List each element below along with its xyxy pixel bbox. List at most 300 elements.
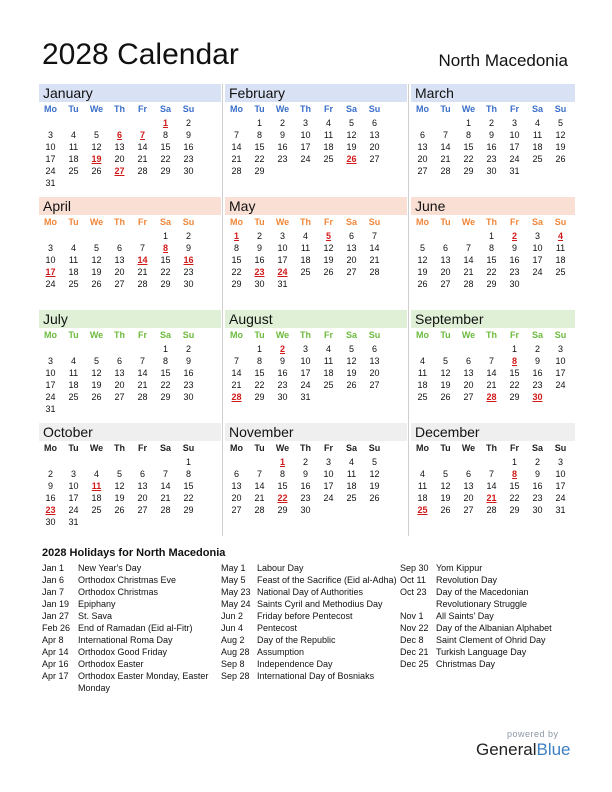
day-cell: 9 [511, 243, 517, 253]
weekday-label: We [275, 104, 290, 114]
weekday-header [225, 441, 395, 456]
day-cell: 4 [93, 469, 99, 479]
powered-by-text: powered by [507, 729, 559, 739]
empty-day-cell [131, 403, 154, 415]
weekday-label: Su [182, 443, 195, 453]
day-cell: 29 [509, 505, 520, 515]
day-cell: 4 [70, 130, 76, 140]
holiday-day-cell: 28 [486, 392, 497, 402]
day-cell: 19 [555, 142, 566, 152]
week-row [225, 343, 395, 355]
day-cell: 26 [91, 166, 102, 176]
day-cell: 31 [68, 517, 79, 527]
weekday-label: Tu [68, 217, 79, 227]
day-cell: 28 [369, 267, 380, 277]
day-cell: 8 [162, 130, 168, 140]
week-row [225, 230, 395, 242]
empty-day-cell [85, 230, 108, 242]
empty-day-cell [317, 278, 340, 290]
day-cell: 3 [279, 231, 285, 241]
day-cell: 6 [116, 243, 122, 253]
day-cell: 13 [346, 243, 357, 253]
day-cell: 3 [302, 118, 308, 128]
week-row [39, 379, 209, 391]
month-name: December [411, 423, 575, 441]
day-cell: 10 [323, 469, 334, 479]
week-row [411, 141, 581, 153]
week-row [411, 230, 581, 242]
day-cell: 25 [417, 392, 428, 402]
day-cell: 4 [348, 457, 354, 467]
day-cell: 3 [70, 469, 76, 479]
weekday-label: Su [368, 330, 381, 340]
empty-day-cell [108, 177, 131, 189]
day-cell: 22 [160, 154, 171, 164]
empty-day-cell [248, 456, 271, 468]
weekday-label: Sa [159, 217, 171, 227]
empty-day-cell [434, 456, 457, 468]
week-row [39, 165, 209, 177]
week-row [411, 242, 581, 254]
day-cell: 18 [68, 380, 79, 390]
week-row [225, 254, 395, 266]
holiday-name: Day of the Macedonian Revolutionary Struggle [436, 587, 529, 609]
day-cell: 22 [160, 380, 171, 390]
day-cell: 17 [509, 142, 520, 152]
empty-day-cell [39, 230, 62, 242]
day-cell: 31 [277, 279, 288, 289]
holiday-day-cell: 8 [511, 469, 517, 479]
day-cell: 3 [47, 243, 53, 253]
day-cell: 24 [323, 493, 334, 503]
holiday-date: Aug 2 [221, 635, 245, 645]
holiday-item [221, 622, 397, 634]
day-cell: 31 [300, 392, 311, 402]
week-row [411, 379, 581, 391]
week-row [225, 153, 395, 165]
day-cell: 22 [254, 154, 265, 164]
weekday-label: Tu [254, 443, 265, 453]
holiday-item [42, 562, 218, 574]
holiday-day-cell: 30 [532, 392, 543, 402]
day-cell: 13 [114, 368, 125, 378]
weekday-label: Sa [345, 217, 357, 227]
holiday-day-cell: 17 [45, 267, 56, 277]
day-cell: 10 [45, 368, 56, 378]
day-cell: 8 [233, 243, 239, 253]
day-cell: 23 [277, 380, 288, 390]
week-row [39, 230, 209, 242]
day-cell: 29 [160, 166, 171, 176]
holiday-item [42, 646, 218, 658]
month-april [39, 197, 209, 309]
week-row [411, 492, 581, 504]
month-january [39, 84, 209, 196]
weekday-label: Mo [44, 104, 57, 114]
day-cell: 14 [137, 368, 148, 378]
empty-day-cell [271, 165, 294, 177]
day-cell: 28 [137, 392, 148, 402]
month-name: September [411, 310, 575, 328]
holiday-date: Feb 26 [42, 623, 71, 633]
week-row [225, 117, 395, 129]
day-cell: 2 [256, 231, 262, 241]
day-cell: 25 [68, 166, 79, 176]
weekday-label: Sa [531, 330, 543, 340]
holiday-day-cell: 8 [511, 356, 517, 366]
day-cell: 26 [323, 267, 334, 277]
day-cell: 29 [254, 392, 265, 402]
month-august [225, 310, 395, 422]
day-cell: 5 [371, 457, 377, 467]
day-cell: 17 [300, 368, 311, 378]
day-cell: 4 [419, 356, 425, 366]
empty-day-cell [457, 230, 480, 242]
day-cell: 23 [183, 267, 194, 277]
holiday-date: Aug 28 [221, 647, 250, 657]
day-cell: 14 [254, 481, 265, 491]
day-cell: 11 [532, 130, 543, 140]
day-cell: 18 [91, 493, 102, 503]
day-cell: 14 [231, 368, 242, 378]
day-cell: 25 [68, 392, 79, 402]
empty-day-cell [131, 117, 154, 129]
weekday-header [411, 102, 581, 117]
holiday-date: Sep 8 [221, 659, 245, 669]
weekday-label: Th [486, 104, 497, 114]
week-row [411, 129, 581, 141]
day-cell: 4 [325, 118, 331, 128]
day-cell: 20 [231, 493, 242, 503]
weekday-label: We [461, 330, 476, 340]
day-cell: 14 [231, 142, 242, 152]
day-cell: 22 [509, 380, 520, 390]
weekday-label: Sa [531, 217, 543, 227]
week-row [411, 480, 581, 492]
day-cell: 30 [254, 279, 265, 289]
empty-day-cell [340, 504, 363, 516]
weekday-label: Tu [440, 217, 451, 227]
day-cell: 6 [233, 469, 239, 479]
holiday-item [42, 622, 218, 634]
holiday-name: Orthodox Easter Monday, Easter Monday [78, 671, 209, 693]
day-cell: 16 [254, 255, 265, 265]
month-name: August [225, 310, 407, 328]
weekday-label: Mo [416, 443, 429, 453]
week-row [39, 403, 209, 415]
holiday-date: Oct 23 [400, 587, 427, 597]
holiday-day-cell: 5 [325, 231, 331, 241]
day-cell: 13 [369, 130, 380, 140]
country-name: North Macedonia [438, 51, 568, 70]
day-cell: 27 [137, 505, 148, 515]
day-cell: 16 [532, 481, 543, 491]
day-cell: 24 [68, 505, 79, 515]
empty-day-cell [131, 177, 154, 189]
day-cell: 5 [116, 469, 122, 479]
week-row [411, 153, 581, 165]
day-cell: 21 [160, 493, 171, 503]
holiday-name: New Year's Day [78, 563, 142, 573]
day-cell: 1 [511, 344, 517, 354]
weekday-label: Tu [68, 443, 79, 453]
weekday-label: Fr [510, 217, 519, 227]
month-name: May [225, 197, 407, 215]
day-cell: 6 [465, 469, 471, 479]
day-cell: 28 [137, 279, 148, 289]
empty-day-cell [411, 456, 434, 468]
holiday-day-cell: 23 [254, 267, 265, 277]
day-cell: 5 [348, 118, 354, 128]
day-cell: 11 [68, 368, 79, 378]
holiday-name: Orthodox Christmas [78, 587, 159, 597]
day-cell: 4 [302, 231, 308, 241]
day-cell: 17 [555, 368, 566, 378]
day-cell: 10 [45, 255, 56, 265]
empty-day-cell [549, 165, 572, 177]
empty-day-cell [294, 278, 317, 290]
day-cell: 11 [68, 255, 79, 265]
day-cell: 7 [488, 469, 494, 479]
day-cell: 14 [369, 243, 380, 253]
weekday-label: We [461, 217, 476, 227]
generalblue-logo[interactable] [476, 740, 571, 760]
day-cell: 9 [256, 243, 262, 253]
holiday-date: May 23 [221, 587, 251, 597]
day-cell: 30 [300, 505, 311, 515]
day-cell: 27 [369, 154, 380, 164]
weekday-label: Th [114, 104, 125, 114]
weekday-label: Su [368, 443, 381, 453]
day-cell: 15 [254, 368, 265, 378]
empty-day-cell [294, 165, 317, 177]
month-july [39, 310, 209, 422]
column-divider [408, 84, 409, 536]
day-cell: 26 [369, 493, 380, 503]
weekday-label: Th [300, 104, 311, 114]
holiday-item [221, 658, 397, 670]
empty-day-cell [340, 278, 363, 290]
day-cell: 18 [68, 267, 79, 277]
day-cell: 8 [256, 130, 262, 140]
holiday-day-cell: 1 [233, 231, 239, 241]
day-cell: 16 [183, 368, 194, 378]
day-cell: 15 [486, 255, 497, 265]
holiday-name: International Day of Bosniaks [257, 671, 375, 681]
empty-day-cell [62, 343, 85, 355]
day-cell: 4 [70, 243, 76, 253]
empty-day-cell [340, 391, 363, 403]
day-cell: 1 [256, 118, 262, 128]
week-row [225, 165, 395, 177]
holiday-date: Jun 2 [221, 611, 244, 621]
day-cell: 26 [114, 505, 125, 515]
day-cell: 4 [325, 344, 331, 354]
weekday-header [39, 441, 209, 456]
day-cell: 9 [279, 356, 285, 366]
day-cell: 8 [488, 243, 494, 253]
holiday-item [400, 610, 576, 622]
week-row [225, 456, 395, 468]
week-row [225, 141, 395, 153]
day-cell: 11 [417, 368, 428, 378]
week-row [411, 367, 581, 379]
empty-day-cell [154, 516, 177, 528]
weekday-label: Sa [345, 104, 357, 114]
weekday-label: We [89, 217, 104, 227]
day-cell: 23 [300, 493, 311, 503]
day-cell: 21 [369, 255, 380, 265]
holiday-date: May 5 [221, 575, 246, 585]
holiday-item [42, 586, 218, 598]
empty-day-cell [154, 456, 177, 468]
day-cell: 14 [160, 481, 171, 491]
day-cell: 7 [139, 243, 145, 253]
day-cell: 21 [463, 267, 474, 277]
holiday-day-cell: 2 [511, 231, 517, 241]
holiday-list-column-3 [400, 562, 576, 670]
day-cell: 7 [442, 130, 448, 140]
weekday-label: We [461, 104, 476, 114]
day-cell: 19 [369, 481, 380, 491]
weekday-label: Su [182, 104, 195, 114]
day-cell: 17 [277, 255, 288, 265]
weekday-label: Sa [159, 330, 171, 340]
weekday-label: Tu [254, 217, 265, 227]
week-row [411, 117, 581, 129]
holiday-list-column-1 [42, 562, 218, 694]
day-cell: 9 [185, 243, 191, 253]
holiday-name: Friday before Pentecost [257, 611, 353, 621]
day-cell: 11 [555, 243, 566, 253]
day-cell: 6 [348, 231, 354, 241]
day-cell: 21 [254, 493, 265, 503]
day-cell: 10 [300, 356, 311, 366]
empty-day-cell [457, 456, 480, 468]
week-row [225, 129, 395, 141]
weekday-header [225, 102, 395, 117]
empty-day-cell [108, 403, 131, 415]
week-row [39, 177, 209, 189]
day-cell: 1 [256, 344, 262, 354]
empty-day-cell [62, 456, 85, 468]
empty-day-cell [108, 230, 131, 242]
holiday-day-cell: 8 [162, 243, 168, 253]
holiday-day-cell: 22 [277, 493, 288, 503]
empty-day-cell [39, 117, 62, 129]
day-cell: 7 [162, 469, 168, 479]
weekday-label: Fr [510, 443, 519, 453]
day-cell: 30 [183, 166, 194, 176]
day-cell: 13 [417, 142, 428, 152]
holiday-name: National Day of Authorities [257, 587, 364, 597]
weekday-label: Th [486, 330, 497, 340]
weekday-label: Fr [138, 330, 147, 340]
week-row [39, 367, 209, 379]
holiday-day-cell: 1 [162, 118, 168, 128]
empty-day-cell [411, 117, 434, 129]
empty-day-cell [62, 403, 85, 415]
day-cell: 22 [160, 267, 171, 277]
holiday-date: Apr 17 [42, 671, 69, 681]
day-cell: 11 [346, 469, 357, 479]
week-row [225, 391, 395, 403]
day-cell: 18 [323, 368, 334, 378]
holiday-name: Day of the Albanian Alphabet [436, 623, 552, 633]
day-cell: 22 [183, 493, 194, 503]
holiday-date: Jan 6 [42, 575, 65, 585]
holiday-date: Jan 1 [42, 563, 65, 573]
day-cell: 12 [114, 481, 125, 491]
day-cell: 19 [91, 380, 102, 390]
day-cell: 28 [486, 505, 497, 515]
day-cell: 25 [68, 279, 79, 289]
empty-day-cell [549, 391, 572, 403]
day-cell: 29 [463, 166, 474, 176]
weekday-label: Mo [230, 443, 243, 453]
day-cell: 29 [160, 279, 171, 289]
month-name: July [39, 310, 221, 328]
empty-day-cell [225, 343, 248, 355]
empty-day-cell [39, 343, 62, 355]
holiday-item [400, 562, 576, 574]
day-cell: 8 [256, 356, 262, 366]
day-cell: 27 [114, 392, 125, 402]
holiday-name: Revolution Day [436, 575, 498, 585]
day-cell: 12 [323, 243, 334, 253]
day-cell: 3 [302, 344, 308, 354]
day-cell: 25 [323, 380, 334, 390]
day-cell: 8 [185, 469, 191, 479]
day-cell: 26 [91, 279, 102, 289]
week-row [39, 278, 209, 290]
holiday-name: Feast of the Sacrifice (Eid al-Adha) [257, 575, 397, 585]
day-cell: 12 [91, 142, 102, 152]
week-row [225, 492, 395, 504]
weekday-label: Fr [324, 217, 333, 227]
holiday-name: All Saints' Day [436, 611, 494, 621]
week-row [39, 153, 209, 165]
week-row [225, 480, 395, 492]
weekday-label: Mo [230, 104, 243, 114]
day-cell: 9 [534, 469, 540, 479]
holiday-day-cell: 1 [279, 457, 285, 467]
day-cell: 13 [114, 255, 125, 265]
day-cell: 26 [440, 392, 451, 402]
day-cell: 10 [509, 130, 520, 140]
day-cell: 31 [45, 178, 56, 188]
weekday-label: Mo [416, 330, 429, 340]
weekday-label: Su [554, 443, 567, 453]
weekday-label: Fr [138, 104, 147, 114]
week-row [39, 117, 209, 129]
day-cell: 19 [346, 142, 357, 152]
day-cell: 25 [346, 493, 357, 503]
day-cell: 3 [557, 344, 563, 354]
holiday-name: Orthodox Christmas Eve [78, 575, 177, 585]
day-cell: 9 [488, 130, 494, 140]
empty-day-cell [480, 456, 503, 468]
week-row [411, 468, 581, 480]
holiday-day-cell: 24 [277, 267, 288, 277]
day-cell: 19 [440, 380, 451, 390]
brand-general: General [476, 740, 537, 759]
weekday-label: Tu [440, 443, 451, 453]
day-cell: 4 [419, 469, 425, 479]
day-cell: 10 [300, 130, 311, 140]
empty-day-cell [85, 177, 108, 189]
holiday-date: Jan 7 [42, 587, 65, 597]
